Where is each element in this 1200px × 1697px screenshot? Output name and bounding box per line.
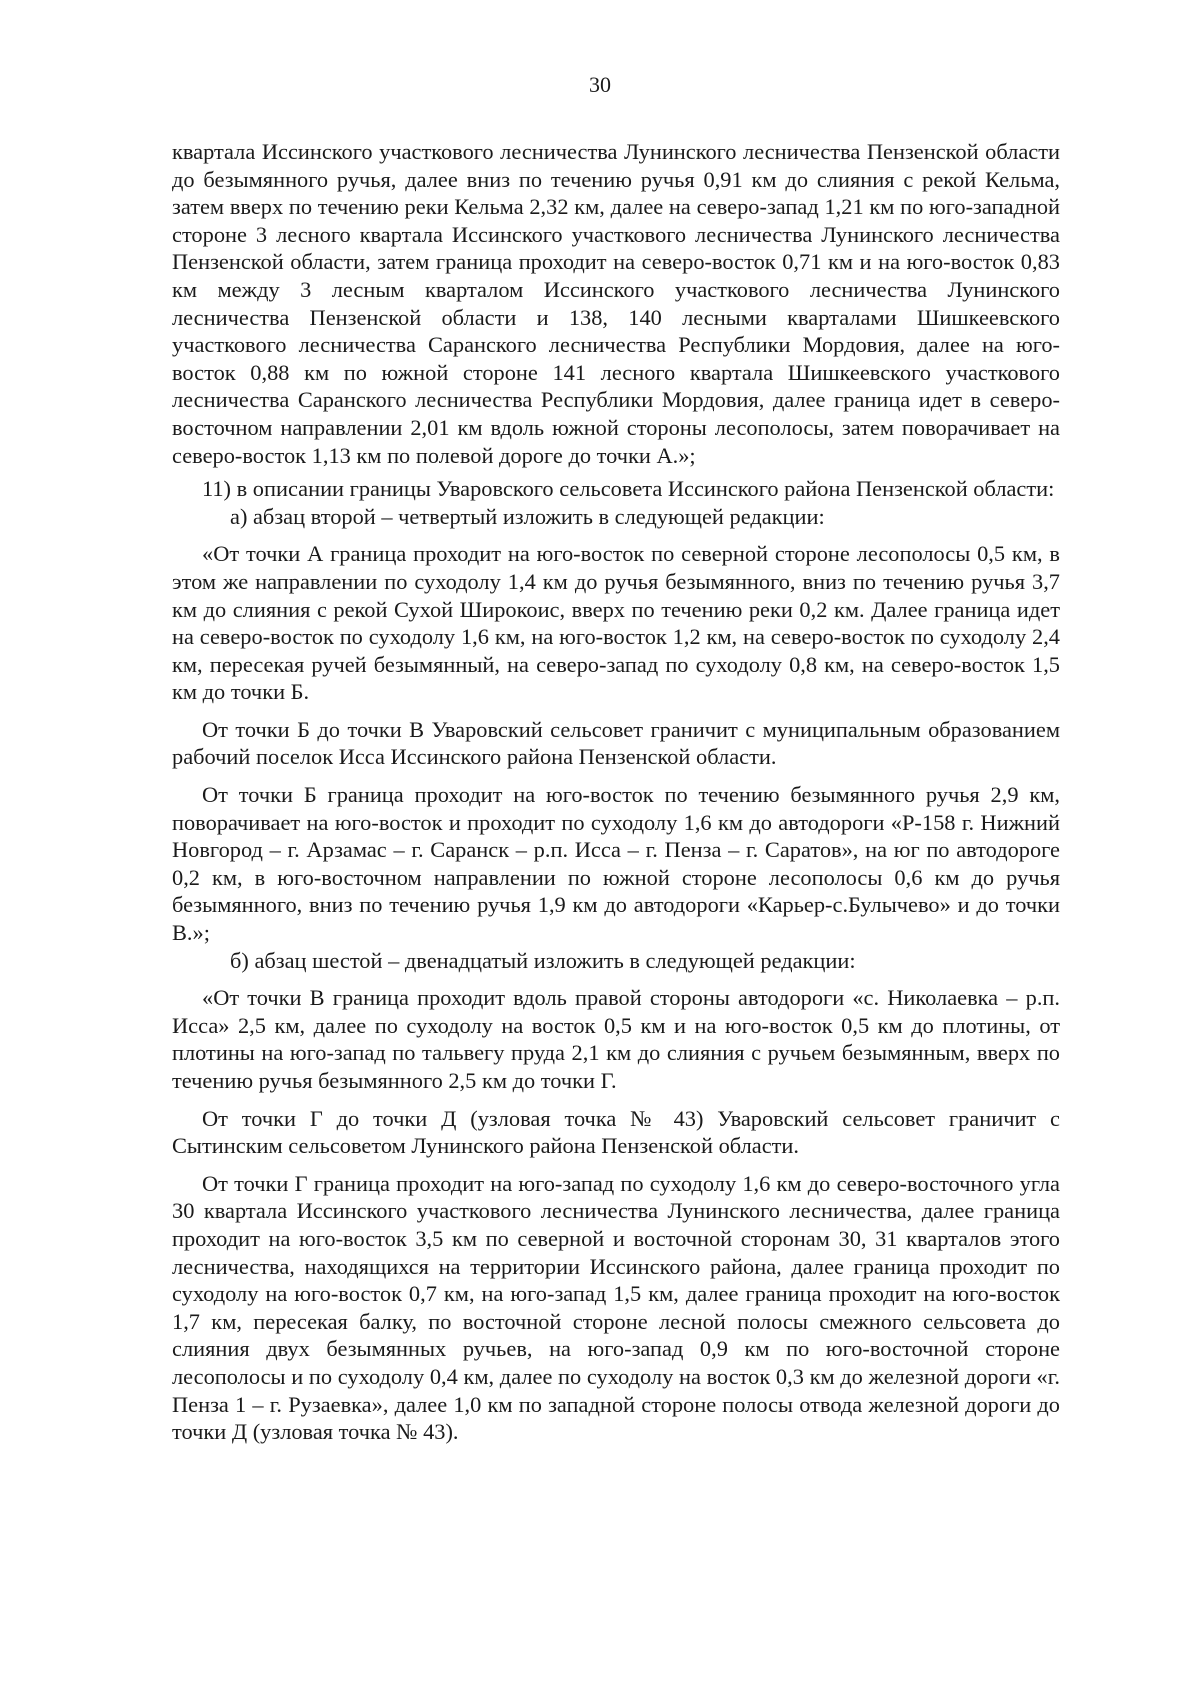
paragraph-point-b-boundary: От точки Б граница проходит на юго-восток по течению безымянного ручья 2,9 км, поворачивает на юго-восток и проходит по суходолу 1,6 км до автодороги «Р-158 г. Нижний Новгород – г. Арзамас – г. Саранск – р.п. Исса – г. Пенза – г. Саратов», на юг по автодороге 0,2 км, в юго-восточном направлении по южной стороне лесополосы 0,6 км до ручья безымянного, вниз по течению ручья 1,9 км до автодороги «Карьер-с.Булычево» и до точки В.»; xyxy=(172,782,1060,946)
paragraph-quote-point-v: «От точки В граница проходит вдоль правой стороны автодороги «с. Николаевка – р.п. Исса» 2,5 км, далее по суходолу на восток 0,5 км и на юго-восток 0,5 км до плотины, от плотины на юго-запад по тальвегу пруда 2,1 км до слияния с ручьем безымянным, вверх по течению ручья безымянного 2,5 км до точки Г. xyxy=(172,985,1060,1093)
document-body xyxy=(172,138,1060,1446)
paragraph-subitem-a: а) абзац второй – четвертый изложить в следующей редакции: xyxy=(230,503,825,529)
paragraph-quote-point-a: «От точки А граница проходит на юго-восток по северной стороне лесополосы 0,5 км, в этом же направлении по суходолу 1,4 км до ручья безымянного, вниз по течению ручья 3,7 км до слияния с рекой Сухой Широкоис, вверх по течению реки 0,2 км. Далее граница идет на северо-восток по суходолу 1,6 км, на юго-восток 1,2 км, на северо-восток по суходолу 2,4 км, пересекая ручей безымянный, на северо-запад по суходолу 0,8 км, на северо-восток 1,5 км до точки Б. xyxy=(172,541,1060,705)
page-number: 30 xyxy=(589,72,611,97)
paragraph-point-b-to-v: От точки Б до точки В Уваровский сельсовет граничит с муниципальным образованием рабочий поселок Исса Иссинского района Пензенской области. xyxy=(172,716,1060,770)
paragraph-item-11: 11) в описании границы Уваровского сельсовета Иссинского района Пензенской области: xyxy=(202,476,1055,502)
paragraph-continuation: квартала Иссинского участкового лесничества Лунинского лесничества Пензенской области до безымянного ручья, далее вниз по течению ручья 0,91 км до слияния с рекой Кельма, затем вверх по течению реки Кельма 2,32 км, далее на северо-запад 1,21 км по юго-западной стороне 3 лесного квартала Иссинского участкового лесничества Лунинского лесничества Пензенской области, затем граница проходит на северо-восток 0,71 км и на юго-восток 0,83 км между 3 лесным кварталом Иссинского участкового лесничества Лунинского лесничества Пензенской области и 138, 140 лесными кварталами Шишкеевского участкового лесничества Саранского лесничества Республики Мордовия, далее на юго-восток 0,88 км по южной стороне 141 лесного квартала Шишкеевского участкового лесничества Саранского лесничества Республики Мордовия, далее граница идет в северо-восточном направлении 2,01 км вдоль южной стороны лесополосы, затем поворачивает на северо-восток 1,13 км по полевой дороге до точки А.»; xyxy=(172,139,1060,468)
paragraph-subitem-b: б) абзац шестой – двенадцатый изложить в следующей редакции: xyxy=(230,947,856,973)
paragraph-point-g-to-d: От точки Г до точки Д (узловая точка № 43) Уваровский сельсовет граничит с Сытинским сельсоветом Лунинского района Пензенской области. xyxy=(172,1105,1060,1159)
paragraph-point-g-boundary: От точки Г граница проходит на юго-запад по суходолу 1,6 км до северо-восточного угла 30 квартала Иссинского участкового лесничества Лунинского лесничества, далее граница проходит на юго-восток 3,5 км по северной и восточной сторонам 30, 31 кварталов этого лесничества, находящихся на территории Иссинского района, далее граница проходит по суходолу на юго-восток 0,7 км, на юго-запад 1,5 км, далее граница проходит на юго-восток 1,7 км, пересекая балку, по восточной стороне лесной полосы смежного сельсовета до слияния двух безымянных ручьев, на юго-запад 0,9 км по юго-восточной стороне лесополосы и по суходолу 0,4 км, далее по суходолу на восток 0,3 км до железной дороги «г. Пенза 1 – г. Рузаевка», далее 1,0 км по западной стороне полосы отвода железной дороги до точки Д (узловая точка № 43). xyxy=(172,1170,1060,1445)
